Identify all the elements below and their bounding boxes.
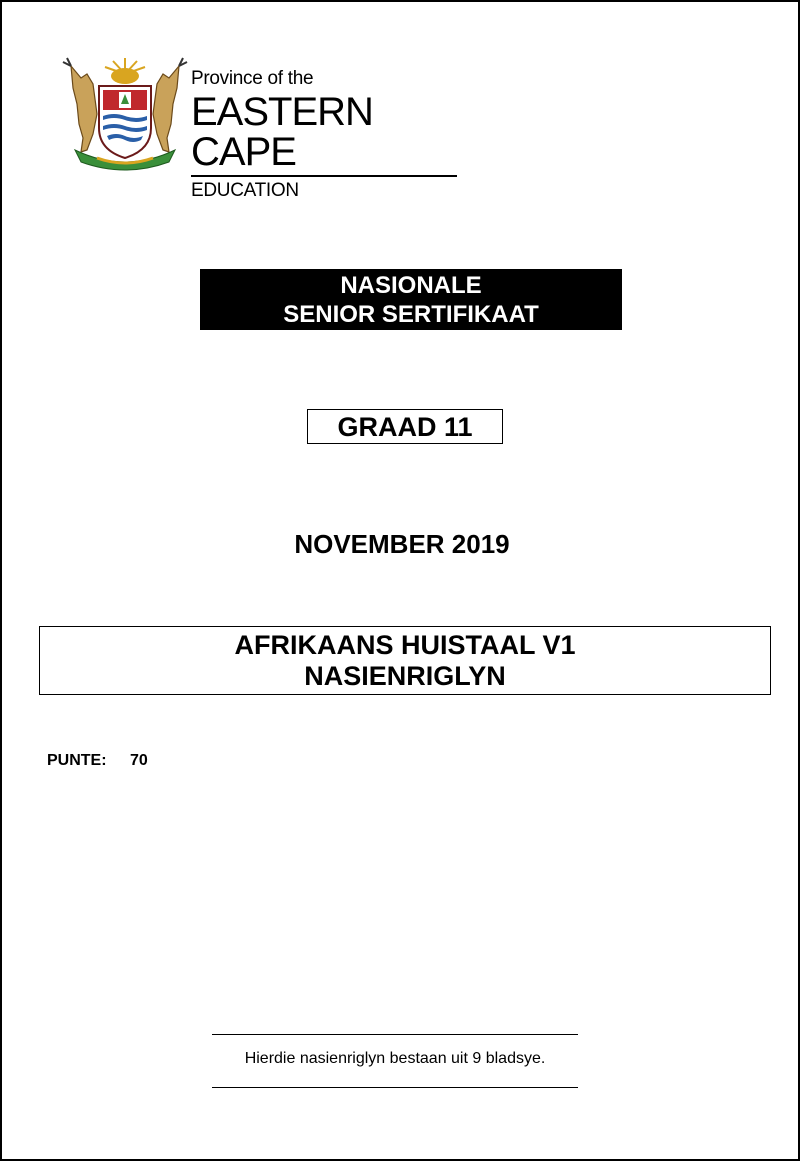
document-type: NASIENRIGLYN: [304, 661, 506, 691]
footer-bottom-rule: [212, 1087, 578, 1088]
department-logo: [57, 54, 477, 201]
logo-eastern-cape-text: EASTERN CAPE: [191, 90, 373, 174]
grade-box: GRAAD 11: [307, 409, 503, 444]
exam-date: NOVEMBER 2019: [294, 529, 510, 559]
subject-title: AFRIKAANS HUISTAAL V1: [234, 630, 576, 660]
marks-line: [47, 752, 148, 770]
certificate-banner: [200, 269, 622, 330]
marks-label: PUNTE:: [47, 752, 107, 769]
logo-wordmark: [191, 68, 477, 202]
logo-education-text: EDUCATION: [191, 180, 299, 201]
certificate-line-2: SENIOR SERTIFIKAAT: [283, 301, 539, 328]
certificate-line-1: NASIONALE: [340, 272, 482, 299]
marks-value: 70: [130, 752, 148, 769]
coat-of-arms-icon: [57, 54, 193, 172]
subject-box: [39, 626, 771, 695]
footer-top-rule: [212, 1034, 578, 1035]
page-count-note: Hierdie nasienriglyn bestaan uit 9 bladsye.: [244, 1050, 546, 1067]
logo-divider: [191, 175, 457, 177]
logo-province-text: Province of the: [191, 68, 314, 89]
